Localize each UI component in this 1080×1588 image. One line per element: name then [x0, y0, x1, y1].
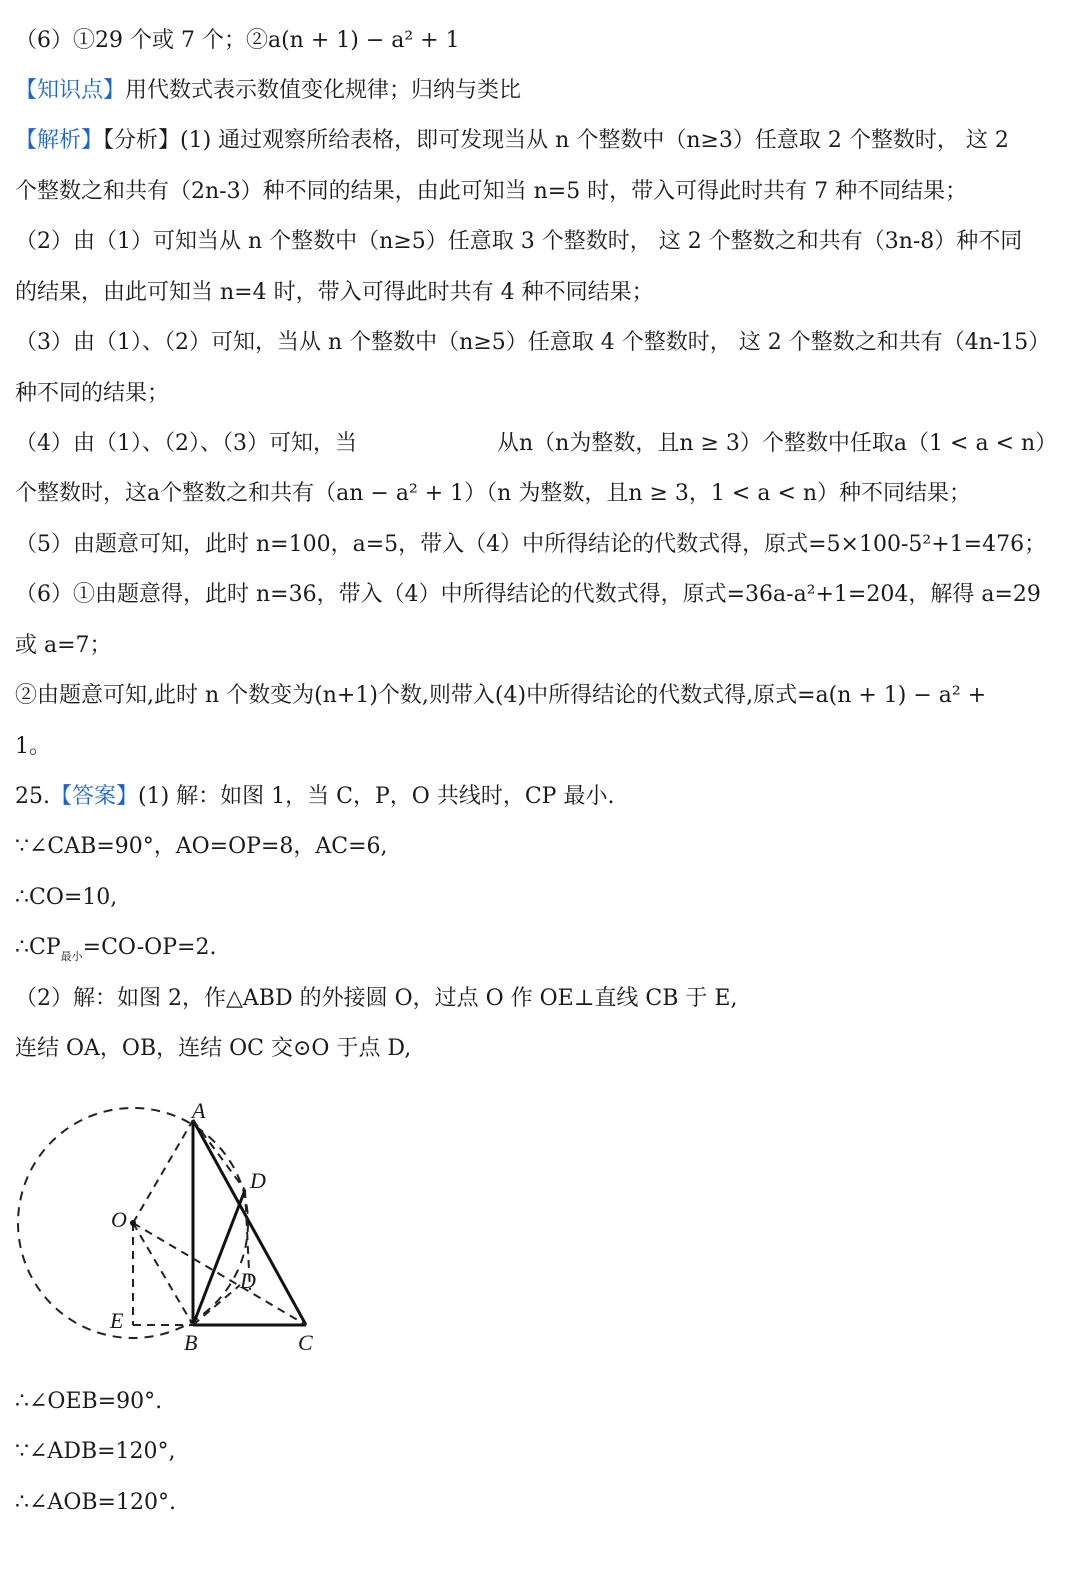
- label-d: D: [250, 1168, 266, 1193]
- solution-line-2: ∴CO=10,: [15, 885, 118, 910]
- analysis-line-13: 1。: [15, 734, 51, 759]
- label-a: A: [192, 1098, 206, 1123]
- knowledge-point-tag: 【知识点】: [15, 78, 126, 103]
- analysis-line-4: 的结果，由此可知当 n=4 时，带入可得此时共有 4 种不同结果；: [15, 280, 654, 305]
- answer-tag: 【答案】: [50, 784, 139, 809]
- solution-line-3: $\therefore CP_{最小}=CO-OP=2$.: [15, 935, 217, 963]
- segment-oc: [133, 1223, 306, 1325]
- analysis-line-3: （2）由（1）可知当从 n 个整数中（n≥5）任意取 3 个整数时， 这 2 个整数之和共有（3n-8）种不同: [15, 229, 1023, 254]
- label-d-lower: D: [240, 1268, 256, 1293]
- solution-line-7: ∵∠ADB=120°,: [15, 1439, 176, 1464]
- analysis-line-7: （4）由（1）、（2）、（3）可知，当 从n（n为整数，且n ≥ 3）个整数中任取a（1 < a < n）: [15, 431, 1058, 456]
- solution-line-4: （2）解：如图 2，作△ABD 的外接圆 O，过点 O 作 OE⊥直线 CB 于 E,: [15, 986, 738, 1011]
- answer-line-6: （6）①29 个或 7 个；②a(n + 1) − a² + 1: [15, 28, 460, 53]
- solution-line-5: 连结 OA，OB，连结 OC 交⊙O 于点 D,: [15, 1036, 412, 1061]
- analysis-line-11: 或 a=7；: [15, 633, 112, 658]
- segment-oa: [133, 1120, 193, 1223]
- solution-line-6: ∴∠OEB=90°.: [15, 1389, 163, 1414]
- solution-line-8: ∴∠AOB=120°.: [15, 1490, 176, 1515]
- analysis-tag: 【解析】: [15, 128, 104, 153]
- solution-line-1: ∵∠CAB=90°，AO=OP=8，AC=6,: [15, 834, 388, 859]
- analysis-line-9: （5）由题意可知，此时 n=100，a=5，带入（4）中所得结论的代数式得，原式=5×100-5²+1=476；: [15, 532, 1047, 557]
- analysis-line-5: （3）由（1）、（2）可知，当从 n 个整数中（n≥5）任意取 4 个整数时， 这 2 个整数之和共有（4n-15）: [15, 330, 1051, 355]
- analysis-line-2: 个整数之和共有（2n-3）种不同的结果，由此可知当 n=5 时，带入可得此时共有 7 种不同结果；: [15, 179, 968, 204]
- label-b: B: [184, 1330, 198, 1355]
- geometry-figure-2: [0, 1090, 340, 1370]
- analysis-line-12: ②由题意可知,此时 n 个数变为(n+1)个数,则带入(4)中所得结论的代数式得,原式=a(n + 1) − a² +: [15, 683, 987, 708]
- label-e: E: [110, 1308, 124, 1333]
- segment-ob: [133, 1223, 193, 1325]
- label-c: C: [298, 1330, 313, 1355]
- q25-answer-line: 25.【答案】(1) 解：如图 1，当 C，P，O 共线时，CP 最小.: [15, 784, 615, 809]
- analysis-line-1: 【解析】【分析】(1) 通过观察所给表格，即可发现当从 n 个整数中（n≥3）任意取 2 个整数时， 这 2: [15, 128, 1009, 153]
- segment-bd: [193, 1190, 245, 1325]
- label-o: O: [111, 1207, 127, 1232]
- analysis-line-6: 种不同的结果；: [15, 381, 170, 406]
- segment-ac: [193, 1120, 306, 1325]
- knowledge-point-line: 【知识点】用代数式表示数值变化规律；归纳与类比: [15, 78, 522, 103]
- analysis-line-10: （6）①由题意得，此时 n=36，带入（4）中所得结论的代数式得，原式=36a-a²+1=204，解得 a=29: [15, 582, 1041, 607]
- point-o: [130, 1220, 136, 1226]
- analysis-line-8: 个整数时，这a个整数之和共有（an − a² + 1）（n 为整数，且n ≥ 3，1 < a < n）种不同结果；: [15, 481, 972, 506]
